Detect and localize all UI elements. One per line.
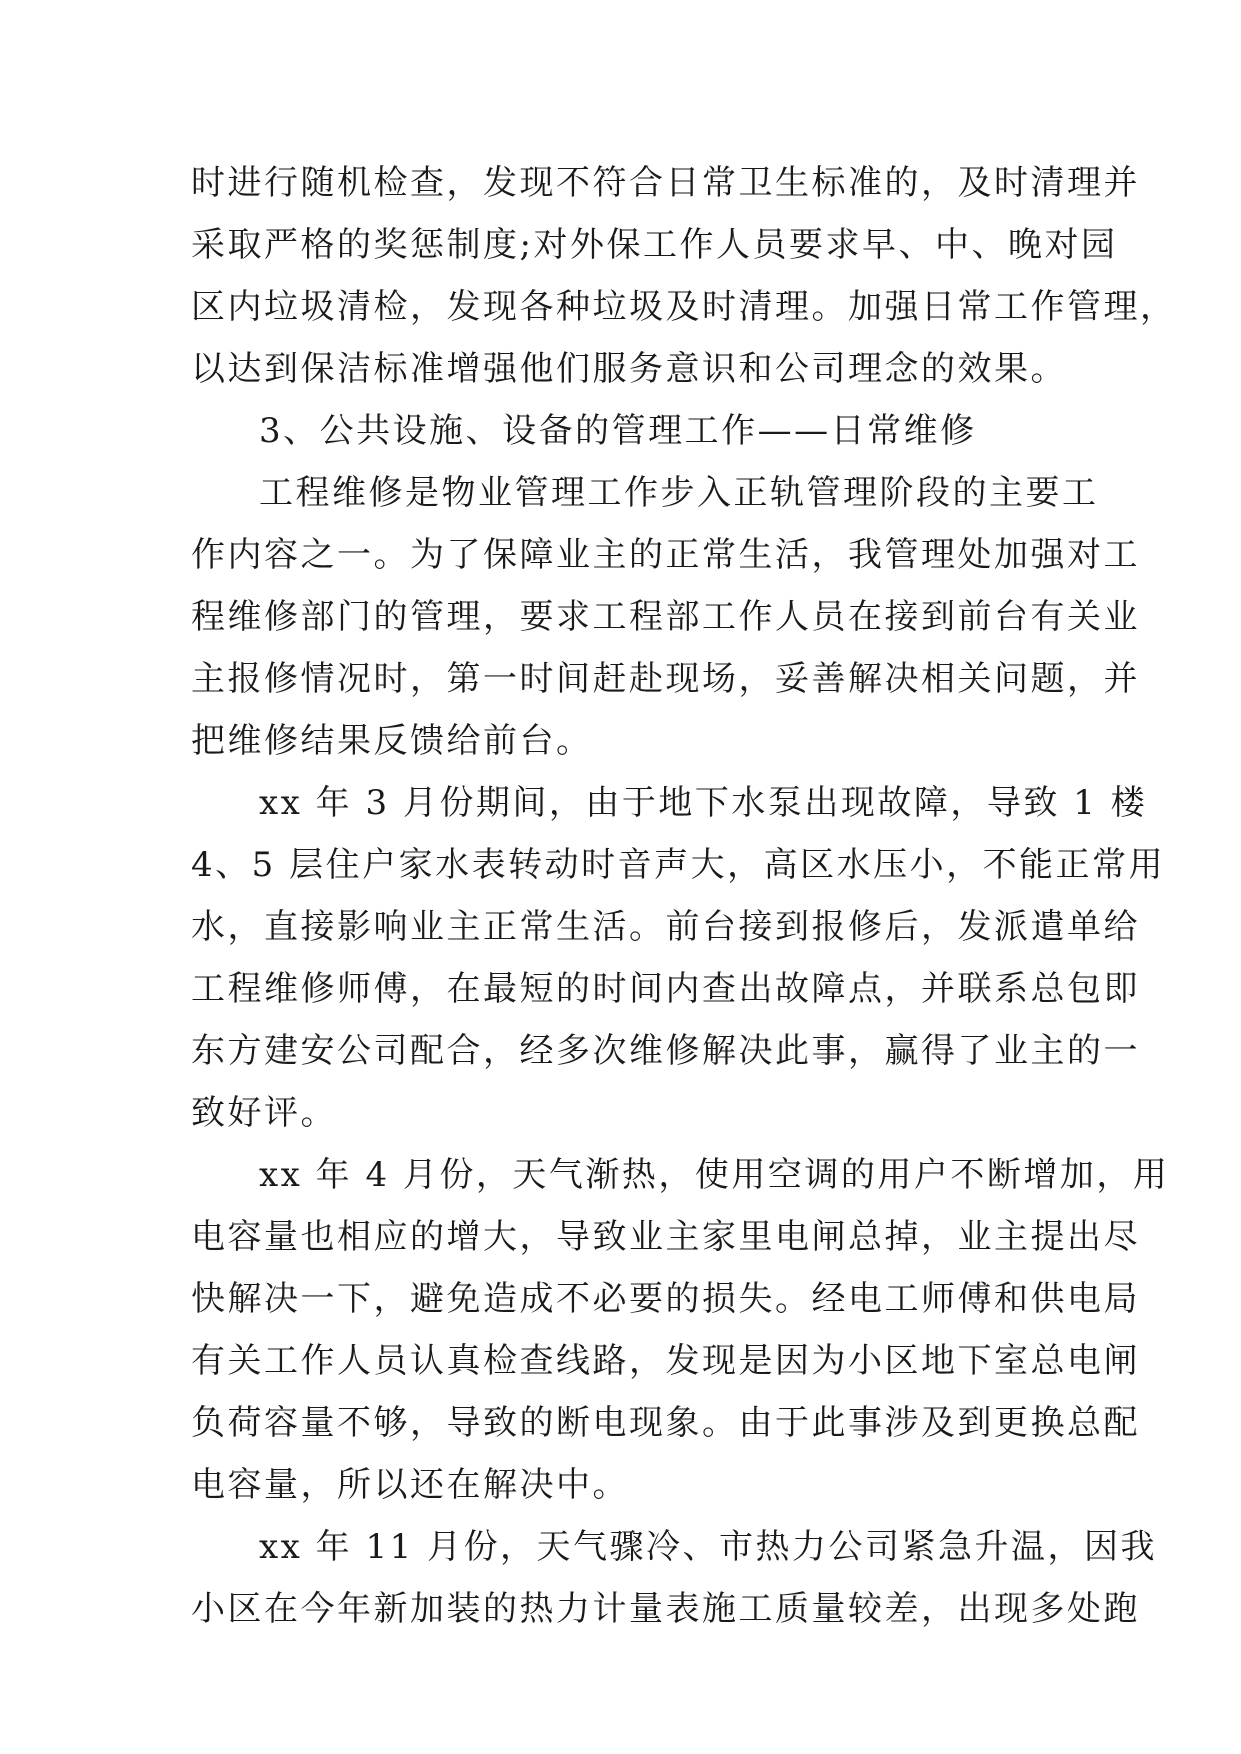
text-line: 采取严格的奖惩制度;对外保工作人员要求早、中、晚对园 xyxy=(191,225,1118,265)
text-line: 把维修结果反馈给前台。 xyxy=(191,721,593,761)
paragraph-start-line: xx 年 4 月份，天气渐热，使用空调的用户不断增加，用 xyxy=(259,1155,1170,1195)
text-line: 水，直接影响业主正常生活。前台接到报修后，发派遣单给 xyxy=(191,907,1140,947)
paragraph-start-line: xx 年 11 月份，天气骤冷、市热力公司紧急升温，因我 xyxy=(259,1527,1158,1567)
text-line: 有关工作人员认真检查线路，发现是因为小区地下室总电闸 xyxy=(191,1341,1140,1381)
paragraph-start-line: 工程维修是物业管理工作步入正轨管理阶段的主要工 xyxy=(259,473,1099,513)
text-line: 时进行随机检查，发现不符合日常卫生标准的，及时清理并 xyxy=(191,163,1140,203)
text-line: 以达到保洁标准增强他们服务意识和公司理念的效果。 xyxy=(191,349,1067,389)
text-line: 电容量也相应的增大，导致业主家里电闸总掉，业主提出尽 xyxy=(191,1217,1140,1257)
text-line: 致好评。 xyxy=(191,1093,337,1133)
text-line: 4、5 层住户家水表转动时音声大，高区水压小，不能正常用 xyxy=(191,845,1166,885)
text-line: 负荷容量不够，导致的断电现象。由于此事涉及到更换总配 xyxy=(191,1403,1140,1443)
text-line: 快解决一下，避免造成不必要的损失。经电工师傅和供电局 xyxy=(191,1279,1140,1319)
document-body xyxy=(191,152,1177,1640)
paragraph-start-line: xx 年 3 月份期间，由于地下水泵出现故障，导致 1 楼 xyxy=(259,783,1148,823)
section-heading: 3、公共设施、设备的管理工作——日常维修 xyxy=(259,411,977,451)
text-line: 主报修情况时，第一时间赶赴现场，妥善解决相关问题，并 xyxy=(191,659,1140,699)
text-line: 东方建安公司配合，经多次维修解决此事，赢得了业主的一 xyxy=(191,1031,1140,1071)
text-line: 区内垃圾清检，发现各种垃圾及时清理。加强日常工作管理， xyxy=(191,287,1177,327)
text-line: 工程维修师傅，在最短的时间内查出故障点，并联系总包即 xyxy=(191,969,1140,1009)
text-line: 电容量，所以还在解决中。 xyxy=(191,1465,629,1505)
text-line: 小区在今年新加装的热力计量表施工质量较差，出现多处跑 xyxy=(191,1589,1140,1629)
text-line: 作内容之一。为了保障业主的正常生活，我管理处加强对工 xyxy=(191,535,1140,575)
text-line: 程维修部门的管理，要求工程部工作人员在接到前台有关业 xyxy=(191,597,1140,637)
